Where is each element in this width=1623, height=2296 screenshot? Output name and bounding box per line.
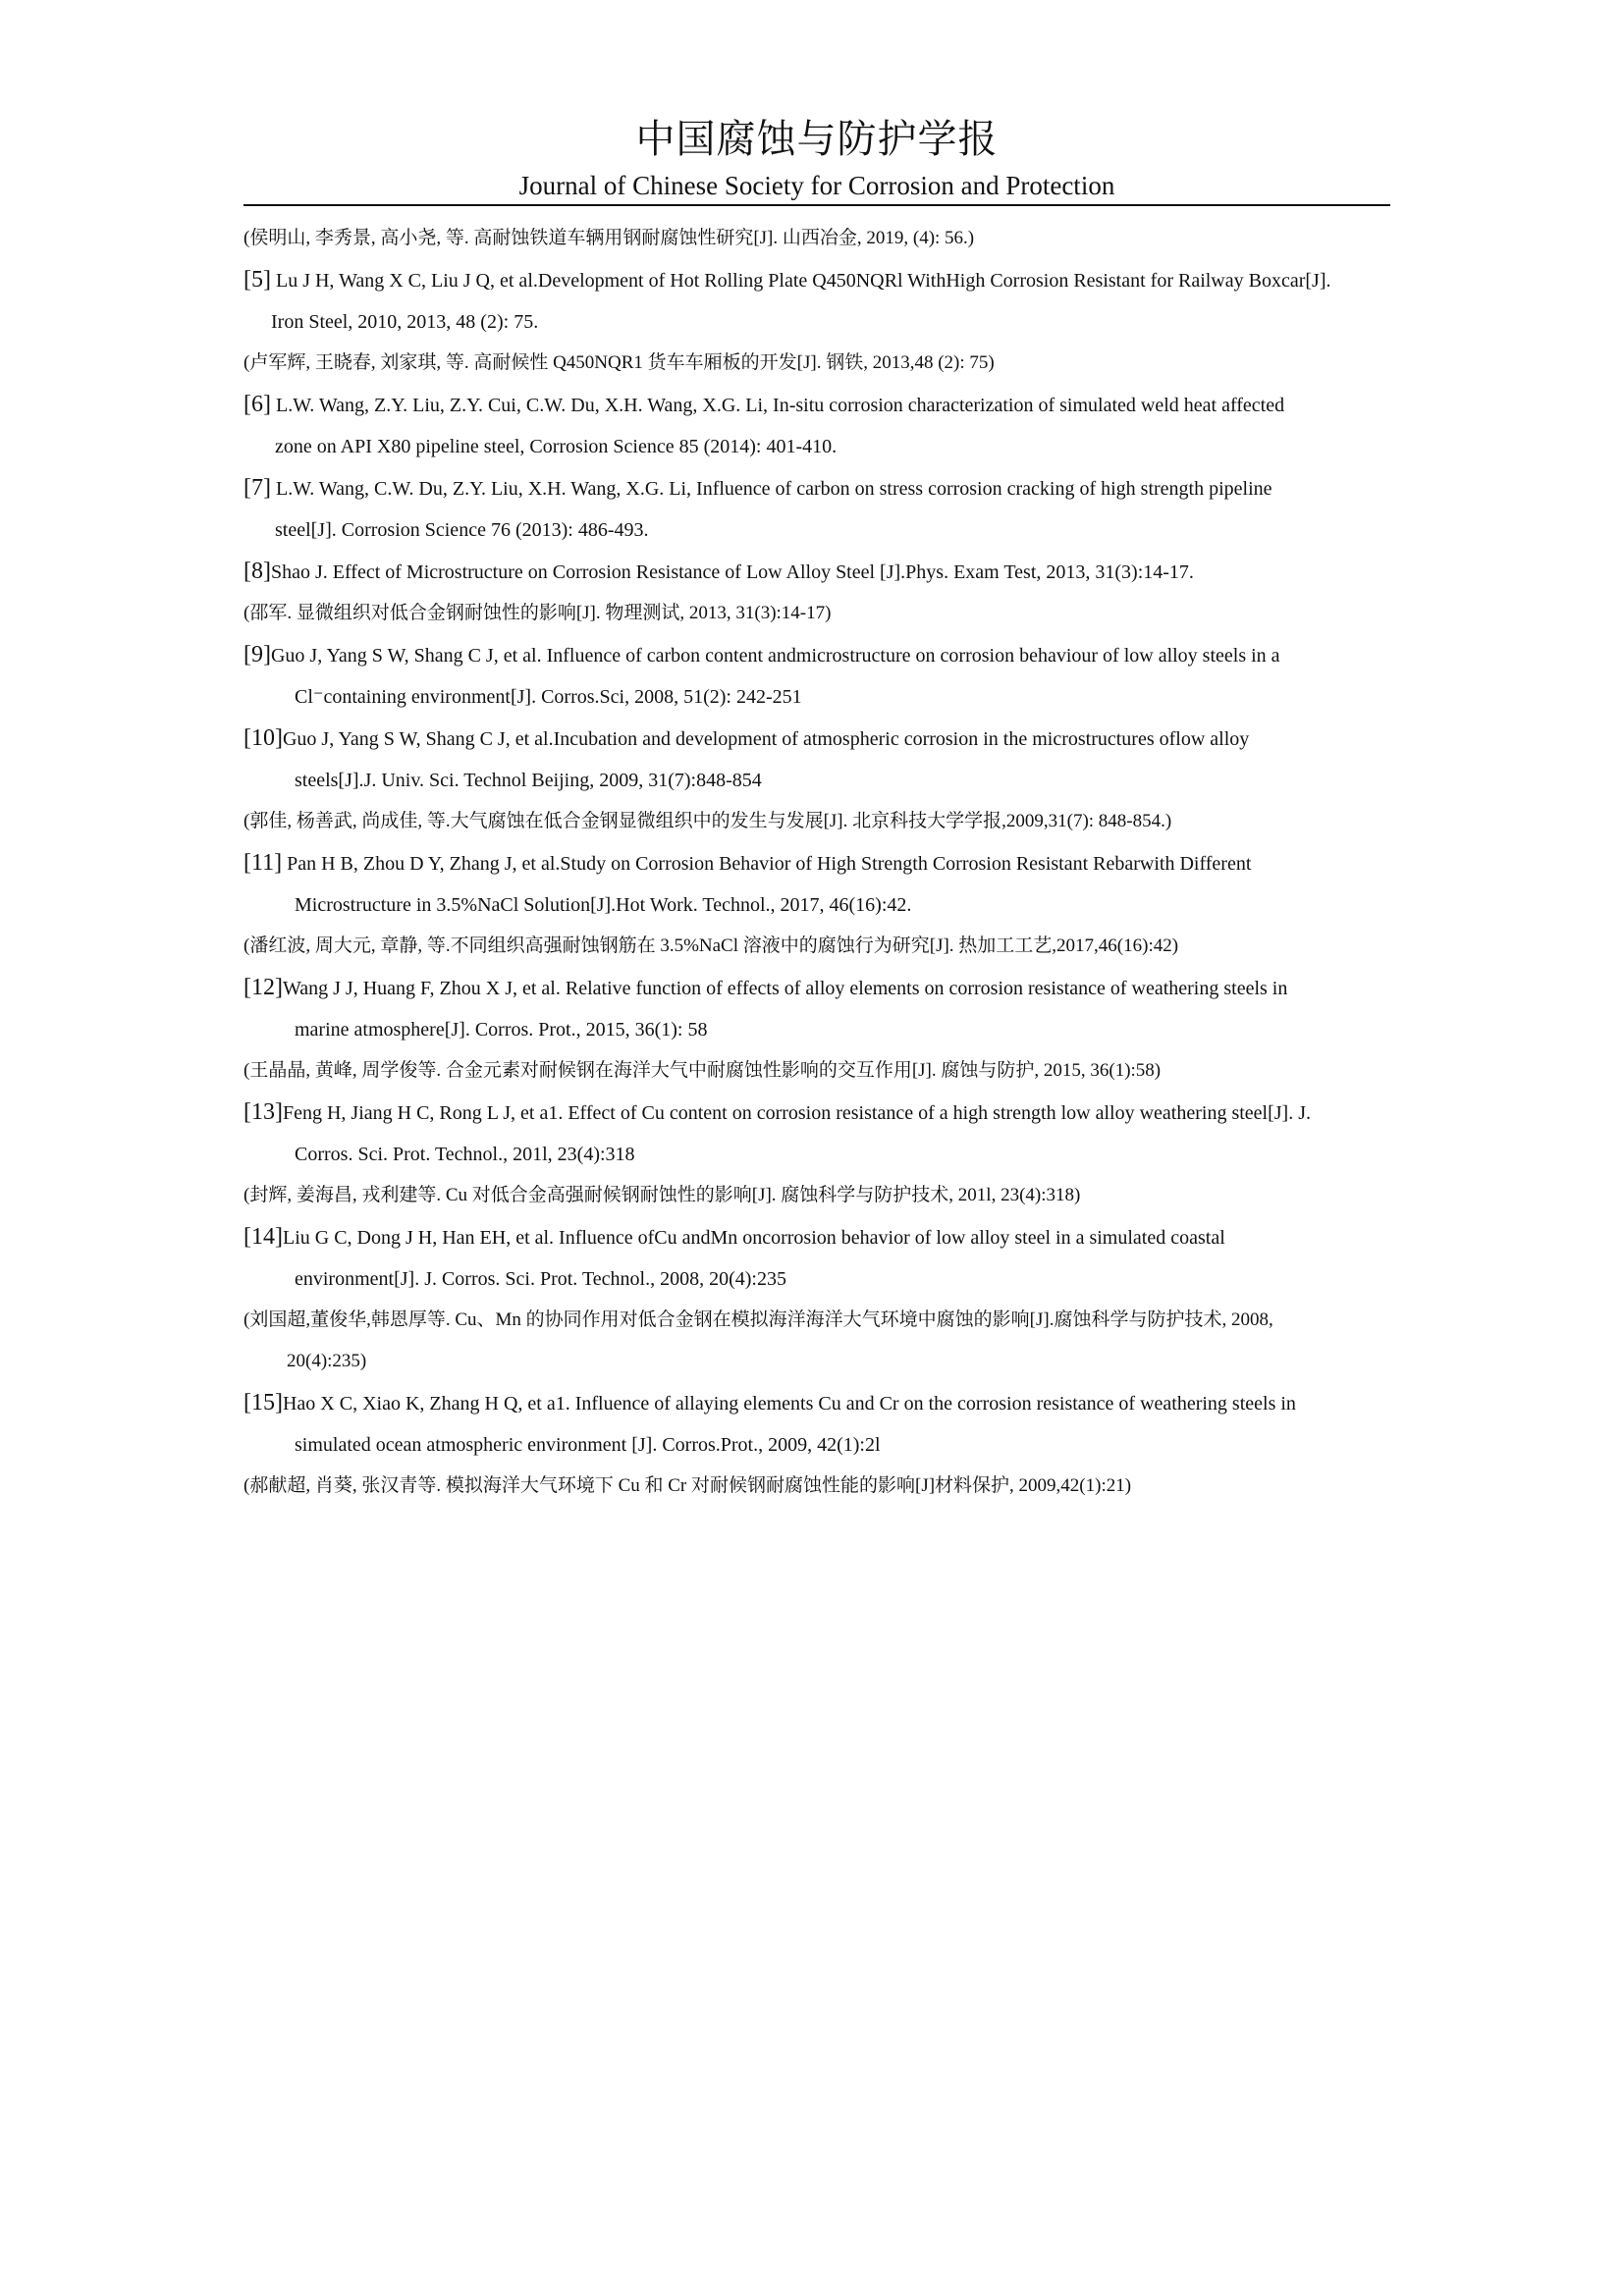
- reference-note-11: (潘红波, 周大元, 章静, 等.不同组织高强耐蚀钢筋在 3.5%NaCl 溶液中的腐蚀行为研究[J]. 热加工工艺,2017,46(16):42): [243, 935, 1179, 956]
- reference-text: Liu G C, Dong J H, Han EH, et al. Influence ofCu andMn oncorrosion behavior of low alloy steel in a simulated coastal: [282, 1227, 1225, 1249]
- reference-text-continuation: zone on API X80 pipeline steel, Corrosion Science 85 (2014): 401-410.: [275, 436, 838, 457]
- reference-text: L.W. Wang, C.W. Du, Z.Y. Liu, X.H. Wang, X.G. Li, Influence of carbon on stress corrosion cracking of high strength pipeline: [270, 478, 1272, 500]
- reference-number: [13]: [243, 1099, 283, 1125]
- reference-text-continuation: Microstructure in 3.5%NaCl Solution[J].Hot Work. Technol., 2017, 46(16):42.: [295, 894, 912, 916]
- reference-11: [243, 842, 1390, 926]
- reference-note-5: (卢军辉, 王晓春, 刘家琪, 等. 高耐候性 Q450NQR1 货车车厢板的开发[J]. 钢铁, 2013,48 (2): 75): [243, 352, 995, 373]
- reference-number: [14]: [243, 1224, 283, 1250]
- reference-text: Lu J H, Wang X C, Liu J Q, et al.Development of Hot Rolling Plate Q450NQRl WithHigh Corrosion Resistant for Railway Boxcar[J].: [270, 270, 1331, 292]
- reference-5: [243, 259, 1390, 343]
- reference-number: [11]: [243, 850, 283, 876]
- reference-note-text: (刘国超,董俊华,韩恩厚等. Cu、Mn 的协同作用对低合金钢在模拟海洋海洋大气环境中腐蚀的影响[J].腐蚀科学与防护技术, 2008,: [243, 1309, 1273, 1330]
- reference-text: Guo J, Yang S W, Shang C J, et al.Incubation and development of atmospheric corrosion in the microstructures oflow alloy: [282, 728, 1250, 750]
- reference-note-12: (王晶晶, 黄峰, 周学俊等. 合金元素对耐候钢在海洋大气中耐腐蚀性影响的交互作用[J]. 腐蚀与防护, 2015, 36(1):58): [243, 1060, 1162, 1081]
- reference-text: Feng H, Jiang H C, Rong L J, et a1. Effect of Cu content on corrosion resistance of a high strength low alloy weathering steel[J]. J.: [282, 1102, 1311, 1124]
- reference-text: Guo J, Yang S W, Shang C J, et al. Influence of carbon content andmicrostructure on corrosion behaviour of low alloy steels in a: [270, 645, 1280, 667]
- reference-text-continuation: Iron Steel, 2010, 2013, 48 (2): 75.: [271, 311, 539, 333]
- journal-header: [243, 116, 1390, 202]
- reference-8: [243, 551, 1390, 593]
- reference-text-continuation: Cl⁻containing environment[J]. Corros.Sci, 2008, 51(2): 242-251: [295, 686, 802, 708]
- reference-14: [243, 1216, 1390, 1300]
- reference-note-13: (封辉, 姜海昌, 戎利建等. Cu 对低合金高强耐候钢耐蚀性的影响[J]. 腐蚀科学与防护技术, 201l, 23(4):318): [243, 1185, 1081, 1205]
- reference-note-8: (邵军. 显微组织对低合金钢耐蚀性的影响[J]. 物理测试, 2013, 31(3):14-17): [243, 603, 832, 623]
- reference-number: [6]: [243, 392, 271, 417]
- journal-title-english: Journal of Chinese Society for Corrosion and Protection: [518, 171, 1115, 200]
- reference-number: [7]: [243, 475, 271, 501]
- reference-text-continuation: simulated ocean atmospheric environment [J]. Corros.Prot., 2009, 42(1):2l: [295, 1434, 881, 1456]
- reference-note-14: [243, 1300, 1390, 1382]
- reference-number: [12]: [243, 975, 283, 1000]
- reference-12: [243, 967, 1390, 1050]
- reference-list: [243, 218, 1390, 1507]
- reference-text: Pan H B, Zhou D Y, Zhang J, et al.Study on Corrosion Behavior of High Strength Corrosion Resistant Rebarwith Different: [282, 853, 1252, 875]
- reference-text-continuation: Corros. Sci. Prot. Technol., 201l, 23(4):318: [295, 1144, 635, 1165]
- reference-note-10: (郭佳, 杨善武, 尚成佳, 等.大气腐蚀在低合金钢显微组织中的发生与发展[J]. 北京科技大学学报,2009,31(7): 848-854.): [243, 811, 1172, 831]
- reference-note-continuation: 20(4):235): [287, 1351, 367, 1371]
- reference-text-continuation: steels[J].J. Univ. Sci. Technol Beijing, 2009, 31(7):848-854: [295, 770, 762, 791]
- reference-text: L.W. Wang, Z.Y. Liu, Z.Y. Cui, C.W. Du, X.H. Wang, X.G. Li, In-situ corrosion characterization of simulated weld heat affected: [270, 395, 1285, 416]
- reference-number: [15]: [243, 1390, 283, 1415]
- reference-text: Hao X C, Xiao K, Zhang H Q, et a1. Influence of allaying elements Cu and Cr on the corrosion resistance of weathering steels in: [282, 1393, 1296, 1415]
- reference-number: [5]: [243, 267, 271, 293]
- reference-15: [243, 1382, 1390, 1466]
- reference-13: [243, 1092, 1390, 1175]
- reference-10: [243, 718, 1390, 801]
- reference-number: [8]: [243, 559, 271, 584]
- reference-7: [243, 467, 1390, 551]
- reference-number: [9]: [243, 642, 271, 667]
- reference-number: [10]: [243, 725, 283, 751]
- header-rule: [243, 204, 1390, 206]
- reference-text: Shao J. Effect of Microstructure on Corrosion Resistance of Low Alloy Steel [J].Phys. Exam Test, 2013, 31(3):14-17.: [270, 561, 1194, 583]
- reference-text: Wang J J, Huang F, Zhou X J, et al. Relative function of effects of alloy elements on corrosion resistance of weathering steels in: [282, 978, 1288, 999]
- journal-title-chinese: 中国腐蚀与防护学报: [635, 117, 999, 161]
- reference-note-15: (郝献超, 肖葵, 张汉青等. 模拟海洋大气环境下 Cu 和 Cr 对耐候钢耐腐蚀性能的影响[J]材料保护, 2009,42(1):21): [243, 1475, 1132, 1496]
- reference-9: [243, 634, 1390, 718]
- reference-6: [243, 384, 1390, 467]
- reference-text-continuation: steel[J]. Corrosion Science 76 (2013): 486-493.: [275, 519, 649, 541]
- reference-text-continuation: environment[J]. J. Corros. Sci. Prot. Technol., 2008, 20(4):235: [295, 1268, 786, 1290]
- reference-note-4: (侯明山, 李秀景, 高小尧, 等. 高耐蚀铁道车辆用钢耐腐蚀性研究[J]. 山西冶金, 2019, (4): 56.): [243, 228, 975, 248]
- reference-text-continuation: marine atmosphere[J]. Corros. Prot., 2015, 36(1): 58: [295, 1019, 708, 1041]
